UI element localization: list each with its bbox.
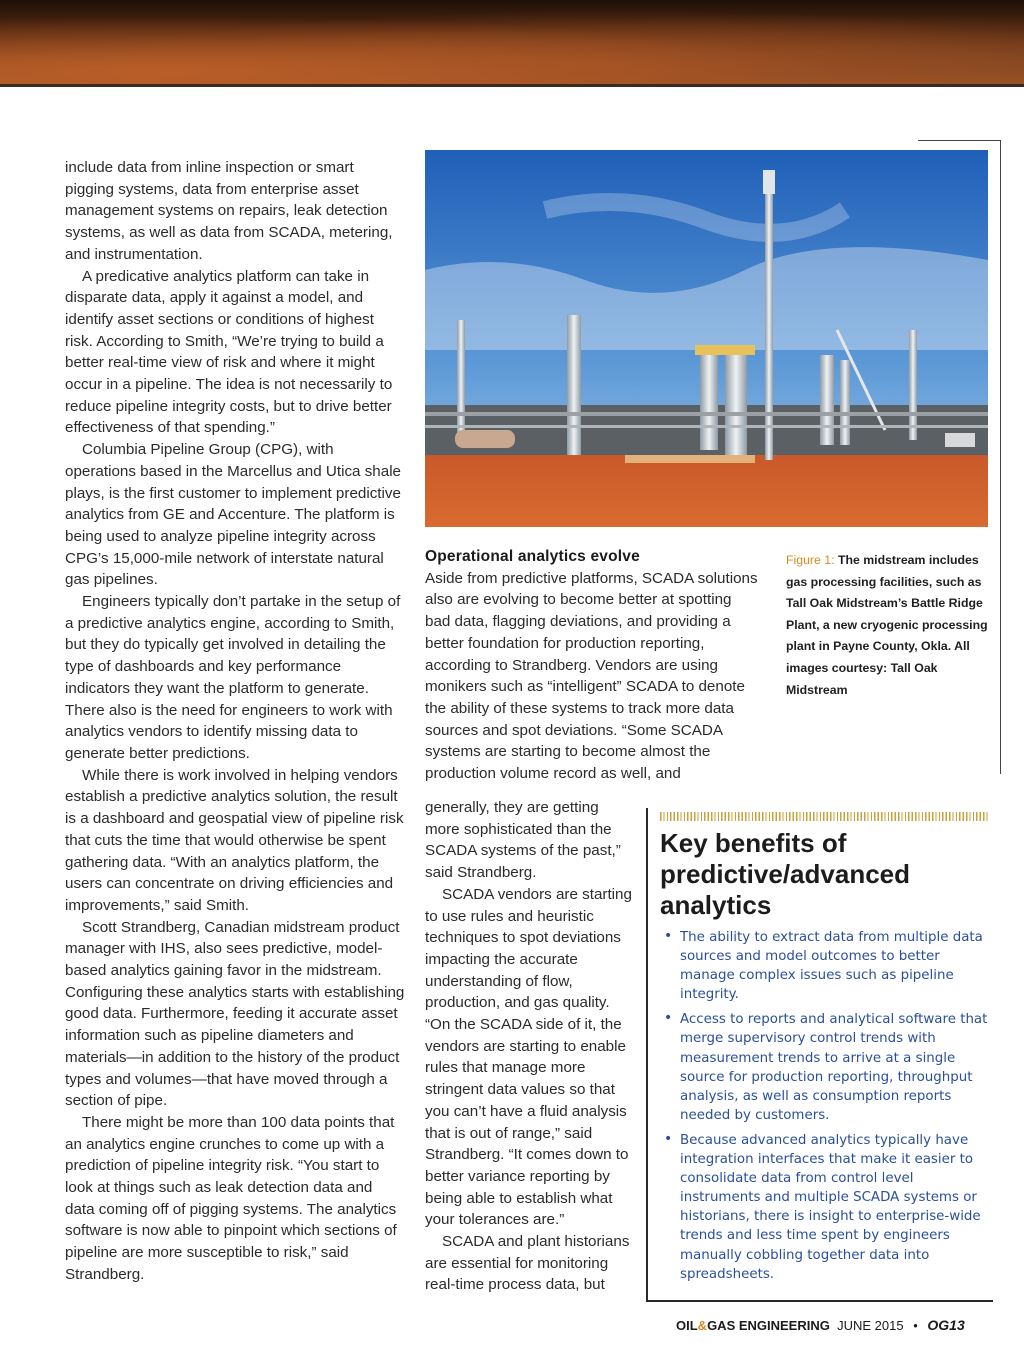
figure-photo-gas-plant bbox=[425, 150, 988, 527]
section-subhead: Operational analytics evolve bbox=[425, 548, 640, 565]
header-banner-image bbox=[0, 0, 1024, 84]
sidebar-bullet-list bbox=[662, 928, 990, 1290]
article-column-1 bbox=[65, 157, 405, 1286]
paragraph: Columbia Pipeline Group (CPG), with operations based in the Marcellus and Utica shale plays, is the first customer to implement predictive analytics from GE and Accenture. The platform is being used to analyze pipeline integrity across CPG’s 15,000-mile network of interstate natural gas pipelines. bbox=[65, 441, 402, 589]
bullet-icon: • bbox=[664, 1130, 673, 1147]
decorative-tick-rule bbox=[660, 812, 990, 821]
figure-caption bbox=[786, 550, 991, 701]
paragraph: generally, they are getting more sophisticated than the SCADA systems of the past,” said Strandberg. bbox=[425, 799, 621, 882]
article-column-2-continued bbox=[425, 797, 635, 1296]
figure-frame-line bbox=[918, 140, 1001, 141]
sidebar-title: Key benefits of predictive/advanced analytics bbox=[660, 828, 910, 920]
list-item bbox=[662, 1010, 990, 1125]
page-footer bbox=[676, 1317, 976, 1333]
list-item bbox=[662, 928, 990, 1004]
paragraph: SCADA and plant historians are essential for monitoring real-time process data, but bbox=[425, 1233, 630, 1294]
paragraph: SCADA vendors are starting to use rules and heuristic techniques to spot deviations impacting the accurate understanding of flow, production, and gas quality. “On the SCADA side of it, the vendors are starting to enable rules that manage more stringent data values so that you can’t have a fluid analysis that is out of range,” said Strandberg. “It comes down to better variance reporting by being able to establish what your tolerances are.” bbox=[425, 885, 632, 1229]
figure-frame-line bbox=[1000, 140, 1001, 774]
article-column-2 bbox=[425, 546, 759, 785]
paragraph: Aside from predictive platforms, SCADA solutions also are evolving to become better at spotting bad data, flagging deviations, and providing a better foundation for production reporting, according to Strandberg. Vendors are using monikers such as “intelligent” SCADA to denote the ability of these systems to track more data sources and spot deviations. “Some SCADA systems are starting to become almost the production volume record as well, and bbox=[425, 569, 758, 783]
issue-date: JUNE 2015 bbox=[837, 1318, 904, 1333]
figure-label: Figure 1: bbox=[786, 553, 835, 567]
list-item-text: Access to reports and analytical software that merge supervisory control trends with measurement trends to arrive at a single source for production reporting, throughput analysis, as well as consumption reports needed by customers. bbox=[680, 1012, 988, 1123]
page-number: OG13 bbox=[927, 1317, 965, 1333]
paragraph: There might be more than 100 data points that an analytics engine crunches to come up with a prediction of pipeline integrity risk. “You start to look at things such as leak detection data and data coming off of pigging systems. The analytics software is now able to pinpoint which sections of pipeline are more susceptible to risk,” said Strandberg. bbox=[65, 1113, 397, 1283]
magazine-name: OIL&GAS ENGINEERING bbox=[676, 1318, 830, 1333]
bullet-icon: • bbox=[664, 1010, 673, 1027]
list-item bbox=[662, 1131, 990, 1284]
list-item-text: Because advanced analytics typically have integration interfaces that make it easier to consolidate data from control level instruments and multiple SCADA systems or historians, there is insight to enterprise-wide trends and less time spent by engineers manually cobbling together data into spreadsheets. bbox=[680, 1132, 981, 1282]
bullet-icon: • bbox=[664, 928, 673, 944]
list-item-text: The ability to extract data from multiple data sources and model outcomes to better manage complex issues such as pipeline integrity. bbox=[680, 930, 983, 1003]
header-rule bbox=[0, 84, 1024, 87]
paragraph: While there is work involved in helping vendors establish a predictive analytics solution, the result is a dashboard and geospatial view of pipeline risk that cuts the time that would otherwise be spent gathering data. “With an analytics platform, the users can concentrate on driving efficiencies and improvements,” said Smith. bbox=[65, 766, 404, 914]
key-benefits-sidebar bbox=[646, 808, 993, 1302]
footer-separator: • bbox=[913, 1318, 918, 1333]
paragraph: include data from inline inspection or smart pigging systems, data from enterprise asset management systems on repairs, leak detection systems, as well as data from SCADA, metering, and instrumentation. bbox=[65, 159, 393, 263]
paragraph: Engineers typically don’t partake in the setup of a predictive analytics engine, according to Smith, but they do typically get involved in detailing the type of dashboards and key performance indicators they want the platform to generate. There also is the need for engineers to work with analytics vendors to identify missing data to generate better predictions. bbox=[65, 593, 401, 762]
paragraph: Scott Strandberg, Canadian midstream product manager with IHS, also sees predictive, model-based analytics gaining favor in the midstream. Configuring these analytics starts with establishing good data. Furthermore, feeding it accurate asset information such as pipeline diameters and materials—in addition to the history of the product types and volumes—that have moved through a section of pipe. bbox=[65, 918, 405, 1110]
paragraph: A predicative analytics platform can take in disparate data, apply it against a model, and identify asset sections or conditions of highest risk. According to Smith, “We’re trying to build a better real-time view of risk and where it might occur in a pipeline. The idea is not necessarily to reduce pipeline integrity costs, but to drive better effectiveness of that spending.” bbox=[65, 267, 393, 437]
figure-caption-text: The midstream includes gas processing facilities, such as Tall Oak Midstream’s Battle Ridge Plant, a new cryogenic processing plant in Payne County, Okla. All images courtesy: Tall Oak Midstream bbox=[786, 553, 988, 697]
